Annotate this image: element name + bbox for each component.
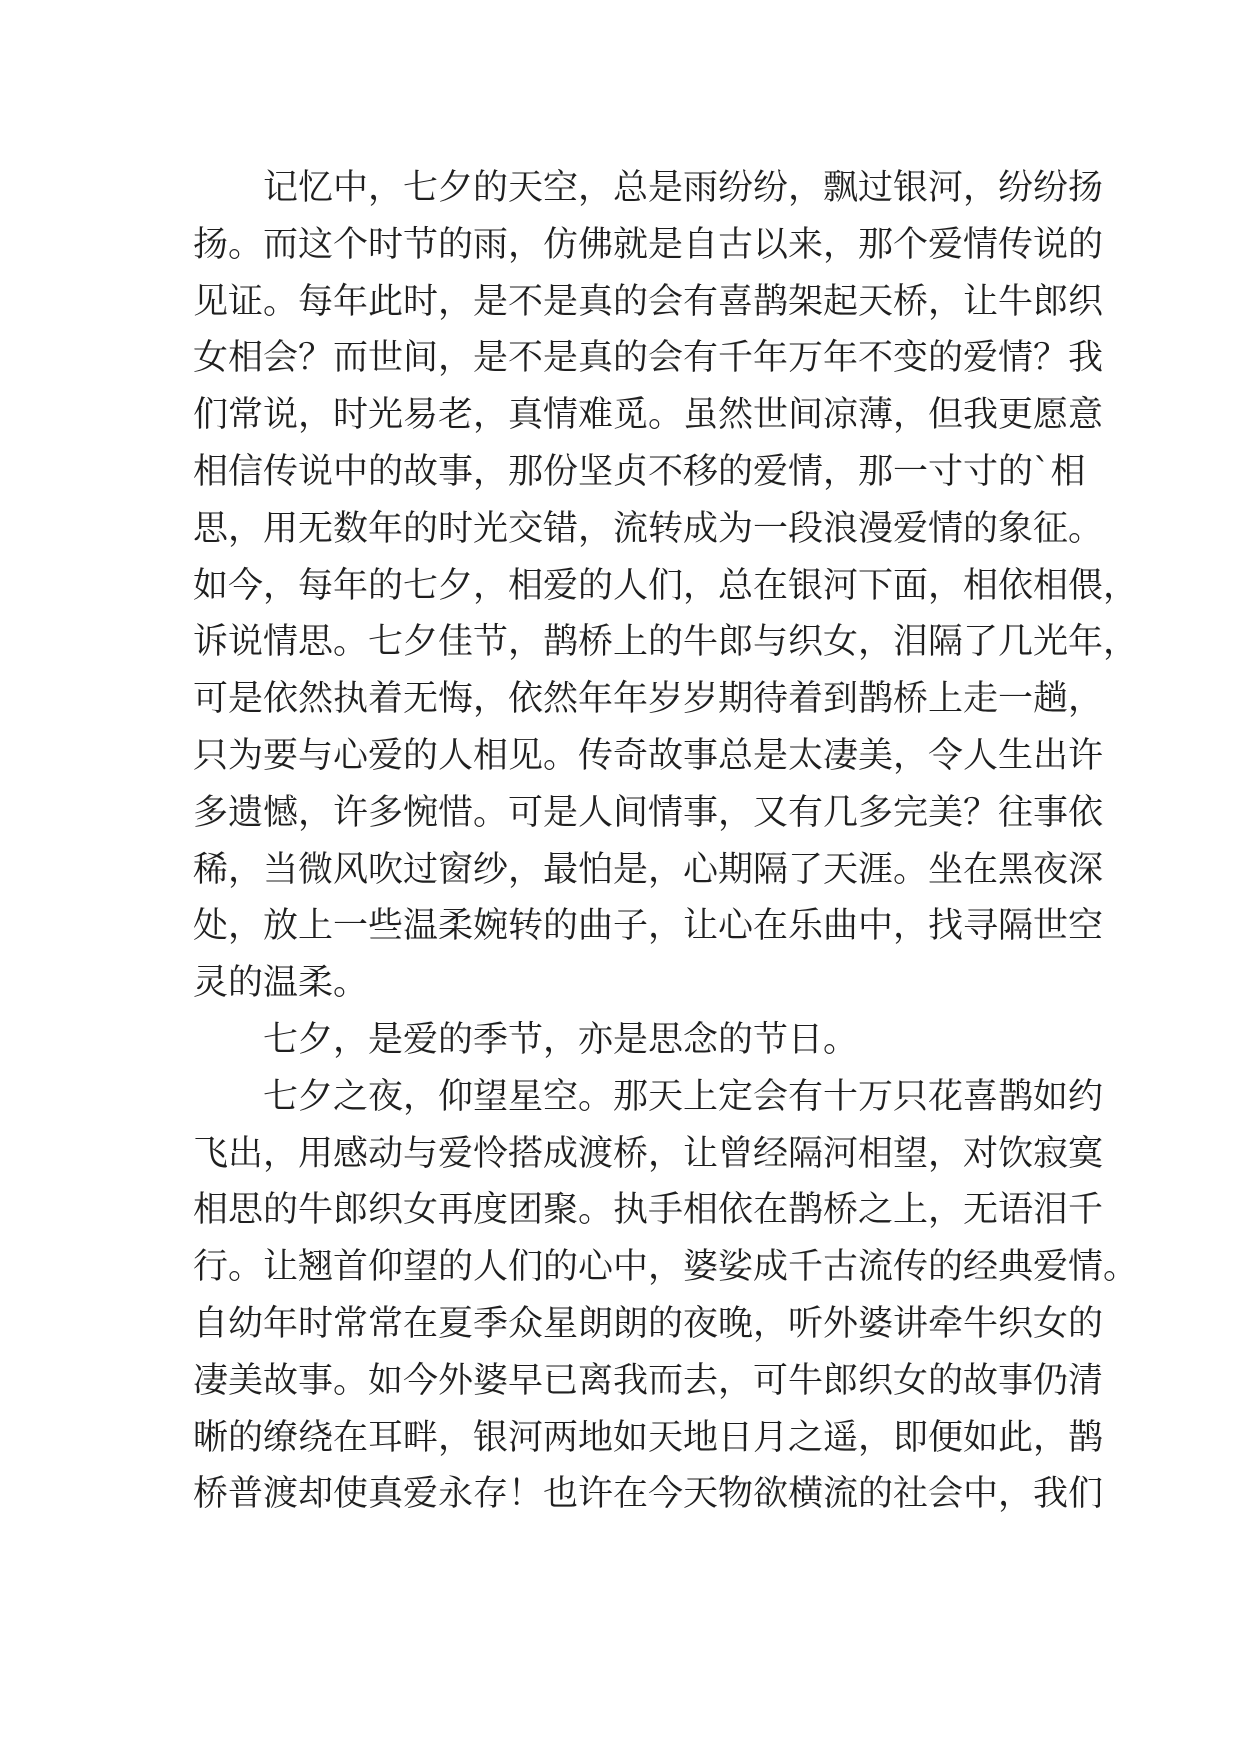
text-line: 见证。每年此时，是不是真的会有喜鹊架起天桥，让牛郎织 [193, 281, 1104, 322]
paragraph-2 [193, 1012, 1073, 1069]
text-line: 飞出，用感动与爱怜搭成渡桥，让曾经隔河相望，对饮寂寞 [193, 1133, 1104, 1174]
text-line: 如今，每年的七夕，相爱的人们，总在银河下面，相依相偎， [193, 565, 1139, 606]
text-line: 女相会？而世间，是不是真的会有千年万年不变的爱情？我 [193, 338, 1104, 379]
paragraph-3 [193, 1069, 1139, 1523]
text-line: 晰的缭绕在耳畔，银河两地如天地日月之遥，即便如此，鹊 [193, 1417, 1104, 1458]
paragraph-1 [193, 160, 1139, 1012]
text-line: 思，用无数年的时光交错，流转成为一段浪漫爱情的象征。 [193, 508, 1104, 549]
text-line: 桥普渡却使真爱永存！也许在今天物欲横流的社会中，我们 [193, 1474, 1104, 1515]
text-line: 灵的温柔。 [193, 963, 369, 1004]
text-line: 只为要与心爱的人相见。传奇故事总是太凄美，令人生出许 [193, 735, 1104, 776]
text-line: 扬。而这个时节的雨，仿佛就是自古以来，那个爱情传说的 [193, 224, 1104, 265]
document-body [193, 160, 1139, 1523]
text-line: 诉说情思。七夕佳节，鹊桥上的牛郎与织女，泪隔了几光年， [193, 622, 1139, 663]
text-line: 自幼年时常常在夏季众星朗朗的夜晚，听外婆讲牵牛织女的 [193, 1303, 1104, 1344]
text-line: 多遗憾，许多惋惜。可是人间情事，又有几多完美？往事依 [193, 792, 1104, 833]
text-line: 处，放上一些温柔婉转的曲子，让心在乐曲中，找寻隔世空 [193, 906, 1104, 947]
text-line: 七夕，是爱的季节，亦是思念的节日。 [263, 1019, 859, 1060]
text-line: 记忆中，七夕的天空，总是雨纷纷，飘过银河，纷纷扬 [263, 168, 1104, 208]
text-line: 行。让翘首仰望的人们的心中，婆娑成千古流传的经典爱情。 [193, 1247, 1139, 1288]
text-line: 七夕之夜，仰望星空。那天上定会有十万只花喜鹊如约 [263, 1076, 1104, 1117]
text-line: 稀，当微风吹过窗纱，最怕是，心期隔了天涯。坐在黑夜深 [193, 849, 1104, 890]
text-line: 凄美故事。如今外婆早已离我而去，可牛郎织女的故事仍清 [193, 1360, 1104, 1401]
text-line: 们常说，时光易老，真情难觅。虽然世间凉薄，但我更愿意 [193, 395, 1104, 436]
text-line: 相信传说中的故事，那份坚贞不移的爱情，那一寸寸的`相 [193, 451, 1086, 492]
text-line: 可是依然执着无悔，依然年年岁岁期待着到鹊桥上走一趟， [193, 679, 1104, 720]
text-line: 相思的牛郎织女再度团聚。执手相依在鹊桥之上，无语泪千 [193, 1190, 1104, 1231]
